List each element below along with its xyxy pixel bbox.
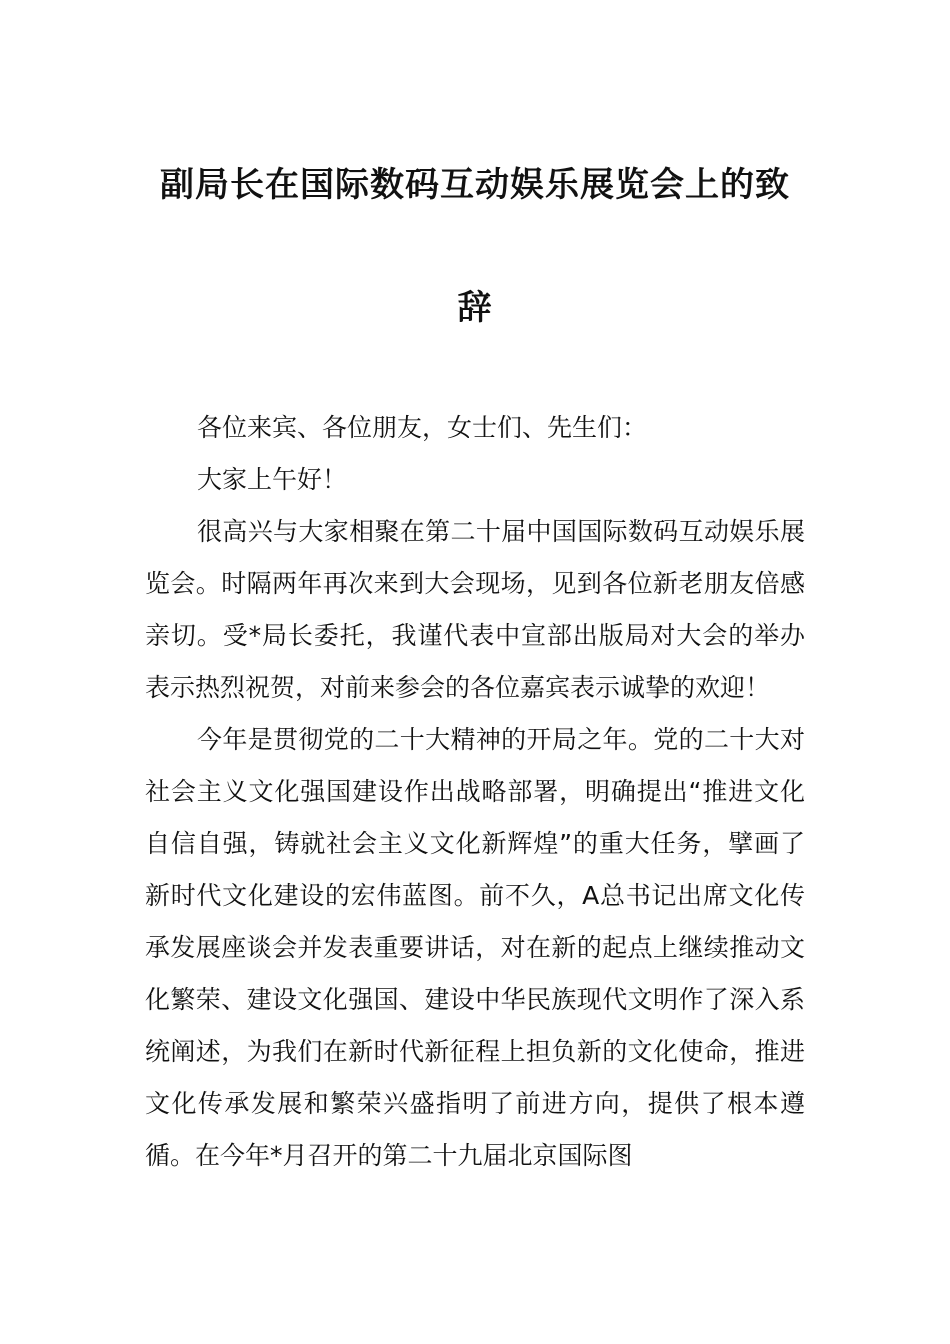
document-body bbox=[145, 402, 805, 1182]
paragraph-salutation: 各位来宾、各位朋友，女士们、先生们： bbox=[197, 413, 648, 442]
paragraph-welcome: 很高兴与大家相聚在第二十届中国国际数码互动娱乐展览会。时隔两年再次来到大会现场，见到各位新老朋友倍感亲切。受*局长委托，我谨代表中宣部出版局对大会的举办表示热烈祝贺，对前来参会的各位嘉宾表示诚挚的欢迎！ bbox=[145, 517, 805, 702]
paragraph-greeting: 大家上午好！ bbox=[197, 465, 348, 494]
document-title-line-2: 辞 bbox=[457, 288, 493, 328]
document-title-line-1: 副局长在国际数码互动娱乐展览会上的致 bbox=[160, 165, 790, 205]
paragraph-context: 今年是贯彻党的二十大精神的开局之年。党的二十大对社会主义文化强国建设作出战略部署，明确提出“推进文化自信自强，铸就社会主义文化新辉煌”的重大任务，擘画了新时代文化建设的宏伟蓝图。前不久，A总书记出席文化传承发展座谈会并发表重要讲话，对在新的起点上继续推动文化繁荣、建设文化强国、建设中华民族现代文明作了深入系统阐述，为我们在新时代新征程上担负新的文化使命，推进文化传承发展和繁荣兴盛指明了前进方向，提供了根本遵循。在今年*月召开的第二十九届北京国际图 bbox=[145, 725, 805, 1170]
